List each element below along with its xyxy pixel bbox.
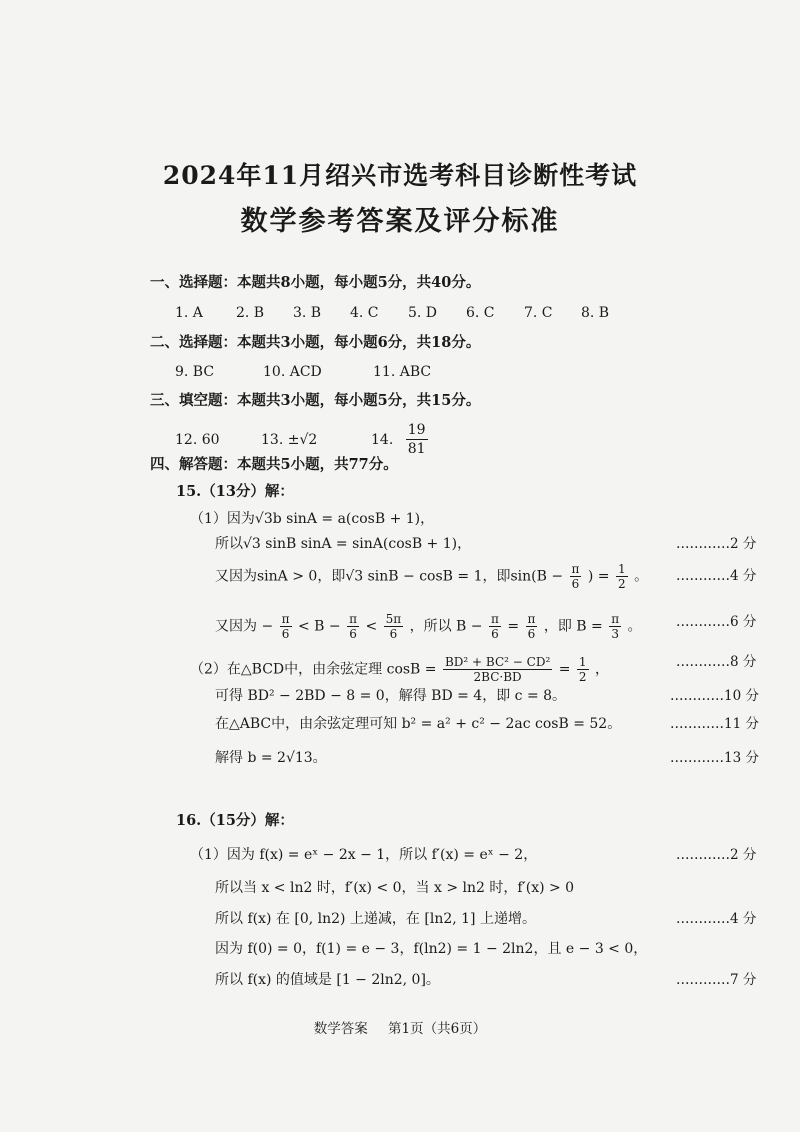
q15-heading: 15.（13分）解： (176, 483, 294, 500)
section-3-heading: 三、填空题：本题共3小题，每小题5分，共15分。 (150, 392, 481, 409)
q16-line-2: 所以当 x < ln2 时，f′(x) < 0，当 x > ln2 时，f′(x) > 0 (215, 880, 575, 896)
answer-7: 7. C (524, 305, 553, 321)
fraction-numerator: π (527, 612, 536, 626)
q15-line-4 (215, 612, 642, 641)
score-marker: …………7 分 (676, 972, 757, 988)
answer-10: 10. ACD (263, 364, 322, 380)
q15-line-4-text-c: < (365, 618, 378, 635)
fraction-numerator: 1 (578, 655, 587, 669)
q15-line-4-text-g: 。 (627, 618, 642, 635)
q15-line-3 (215, 562, 648, 591)
fraction-cosine-law (443, 655, 552, 684)
fraction-numerator: π (490, 612, 499, 626)
fraction-pi-3 (609, 612, 621, 641)
fraction-numerator: π (349, 612, 357, 626)
q15-line-4-text-f: ，即 B = (543, 618, 603, 635)
fraction-denominator: 3 (611, 627, 619, 641)
answer-2: 2. B (236, 305, 265, 321)
q16-line-1: （1）因为 f(x) = eˣ − 2x − 1，所以 f′(x) = eˣ − 2， (190, 847, 538, 863)
footer-page-number: 第1页（共6页） (388, 1021, 487, 1037)
fraction-numerator: 19 (407, 422, 426, 438)
q15-line-5-text-b: = (558, 661, 571, 678)
q15-line-3-text-b: ) = (587, 568, 610, 585)
page-subtitle: 数学参考答案及评分标准 (240, 206, 560, 237)
answer-4: 4. C (350, 305, 379, 321)
answer-6: 6. C (466, 305, 495, 321)
fraction-numerator: π (611, 612, 620, 626)
q15-line-5-text-c: ， (594, 661, 609, 678)
page-title: 2024年11月绍兴市选考科目诊断性考试 (162, 161, 638, 190)
section-1-answers (175, 303, 609, 323)
answer-9: 9. BC (175, 364, 215, 380)
fraction-pi-6 (570, 562, 582, 591)
q15-line-4-text-b: < B − (297, 618, 341, 635)
fraction-denominator: 81 (407, 441, 426, 457)
answer-3: 3. B (293, 305, 322, 321)
fraction-denominator: 6 (389, 627, 398, 641)
fraction-numerator: 1 (618, 562, 626, 576)
answer-14-label: 14. (371, 431, 394, 448)
fraction-denominator: 6 (281, 627, 290, 641)
score-marker: …………4 分 (676, 568, 757, 584)
answer-1: 1. A (175, 305, 203, 321)
fraction-numerator: π (571, 562, 580, 576)
q15-line-3-text-a: 又因为sinA > 0，即√3 sinB − cosB = 1，即sin(B − (215, 568, 564, 585)
q15-line-7: 在△ABC中，由余弦定理可知 b² = a² + c² − 2ac cosB = 52。 (215, 716, 622, 732)
fraction-pi-6 (347, 612, 359, 641)
fraction-5pi-6 (384, 612, 404, 641)
q15-line-5-text-a: （2）在△BCD中，由余弦定理 cosB = (190, 661, 437, 678)
answer-12: 12. 60 (175, 431, 220, 448)
q15-line-5 (190, 655, 609, 684)
fraction-pi-6 (489, 612, 501, 641)
score-marker: …………10 分 (670, 688, 759, 704)
answer-8: 8. B (581, 305, 610, 321)
fraction-1-2 (616, 562, 628, 591)
q16-heading: 16.（15分）解： (176, 812, 294, 829)
score-marker: …………2 分 (676, 536, 757, 552)
q15-line-4-text-a: 又因为 − (215, 618, 274, 635)
score-marker: …………13 分 (670, 750, 759, 766)
section-2-heading: 二、选择题：本题共3小题，每小题6分，共18分。 (150, 334, 481, 351)
score-marker: …………6 分 (676, 614, 757, 630)
q15-line-6: 可得 BD² − 2BD − 8 = 0，解得 BD = 4，即 c = 8。 (215, 688, 567, 704)
fraction-denominator: 2 (618, 577, 626, 591)
fraction-1-2 (577, 655, 589, 684)
fraction-denominator: 6 (527, 627, 536, 641)
answer-11: 11. ABC (373, 364, 432, 380)
q15-line-8: 解得 b = 2√13。 (215, 750, 327, 766)
q15-line-2: 所以√3 sinB sinA = sinA(cosB + 1)， (215, 536, 472, 552)
fraction-denominator: 2 (578, 670, 587, 684)
score-marker: …………8 分 (676, 654, 757, 670)
fraction-pi-6 (526, 612, 538, 641)
fraction-pi-6 (280, 612, 292, 641)
score-marker: …………11 分 (670, 716, 759, 732)
score-marker: …………4 分 (676, 911, 757, 927)
answer-14-fraction (406, 421, 428, 458)
fraction-denominator: 6 (571, 577, 580, 591)
q15-line-1: （1）因为√3b sinA = a(cosB + 1)， (190, 511, 435, 527)
q15-line-3-text-c: 。 (634, 568, 649, 585)
q15-line-4-text-e: = (507, 618, 520, 635)
fraction-denominator: 2BC·BD (473, 670, 522, 684)
q16-line-4: 因为 f(0) = 0，f(1) = e − 3，f(ln2) = 1 − 2ln2，且 e − 3 < 0， (215, 941, 648, 957)
footer-subject: 数学答案 (313, 1021, 368, 1037)
q15-line-4-text-d: ，所以 B − (409, 618, 483, 635)
answer-13: 13. ±√2 (261, 431, 318, 448)
section-2-answers (175, 362, 431, 382)
fraction-denominator: 6 (491, 627, 499, 641)
fraction-numerator: BD² + BC² − CD² (444, 655, 551, 669)
fraction-numerator: π (281, 612, 290, 626)
q16-line-3: 所以 f(x) 在 [0, ln2) 上递减，在 [ln2, 1] 上递增。 (215, 911, 536, 927)
score-marker: …………2 分 (676, 847, 757, 863)
fraction-denominator: 6 (349, 627, 357, 641)
fraction-numerator: 5π (385, 612, 402, 626)
section-3-answers (175, 421, 430, 458)
answer-5: 5. D (408, 305, 438, 321)
page-footer (0, 1017, 800, 1037)
section-4-heading: 四、解答题：本题共5小题，共77分。 (150, 456, 398, 473)
q16-line-5: 所以 f(x) 的值域是 [1 − 2ln2, 0]。 (215, 972, 440, 988)
section-1-heading: 一、选择题：本题共8小题，每小题5分，共40分。 (150, 274, 481, 291)
